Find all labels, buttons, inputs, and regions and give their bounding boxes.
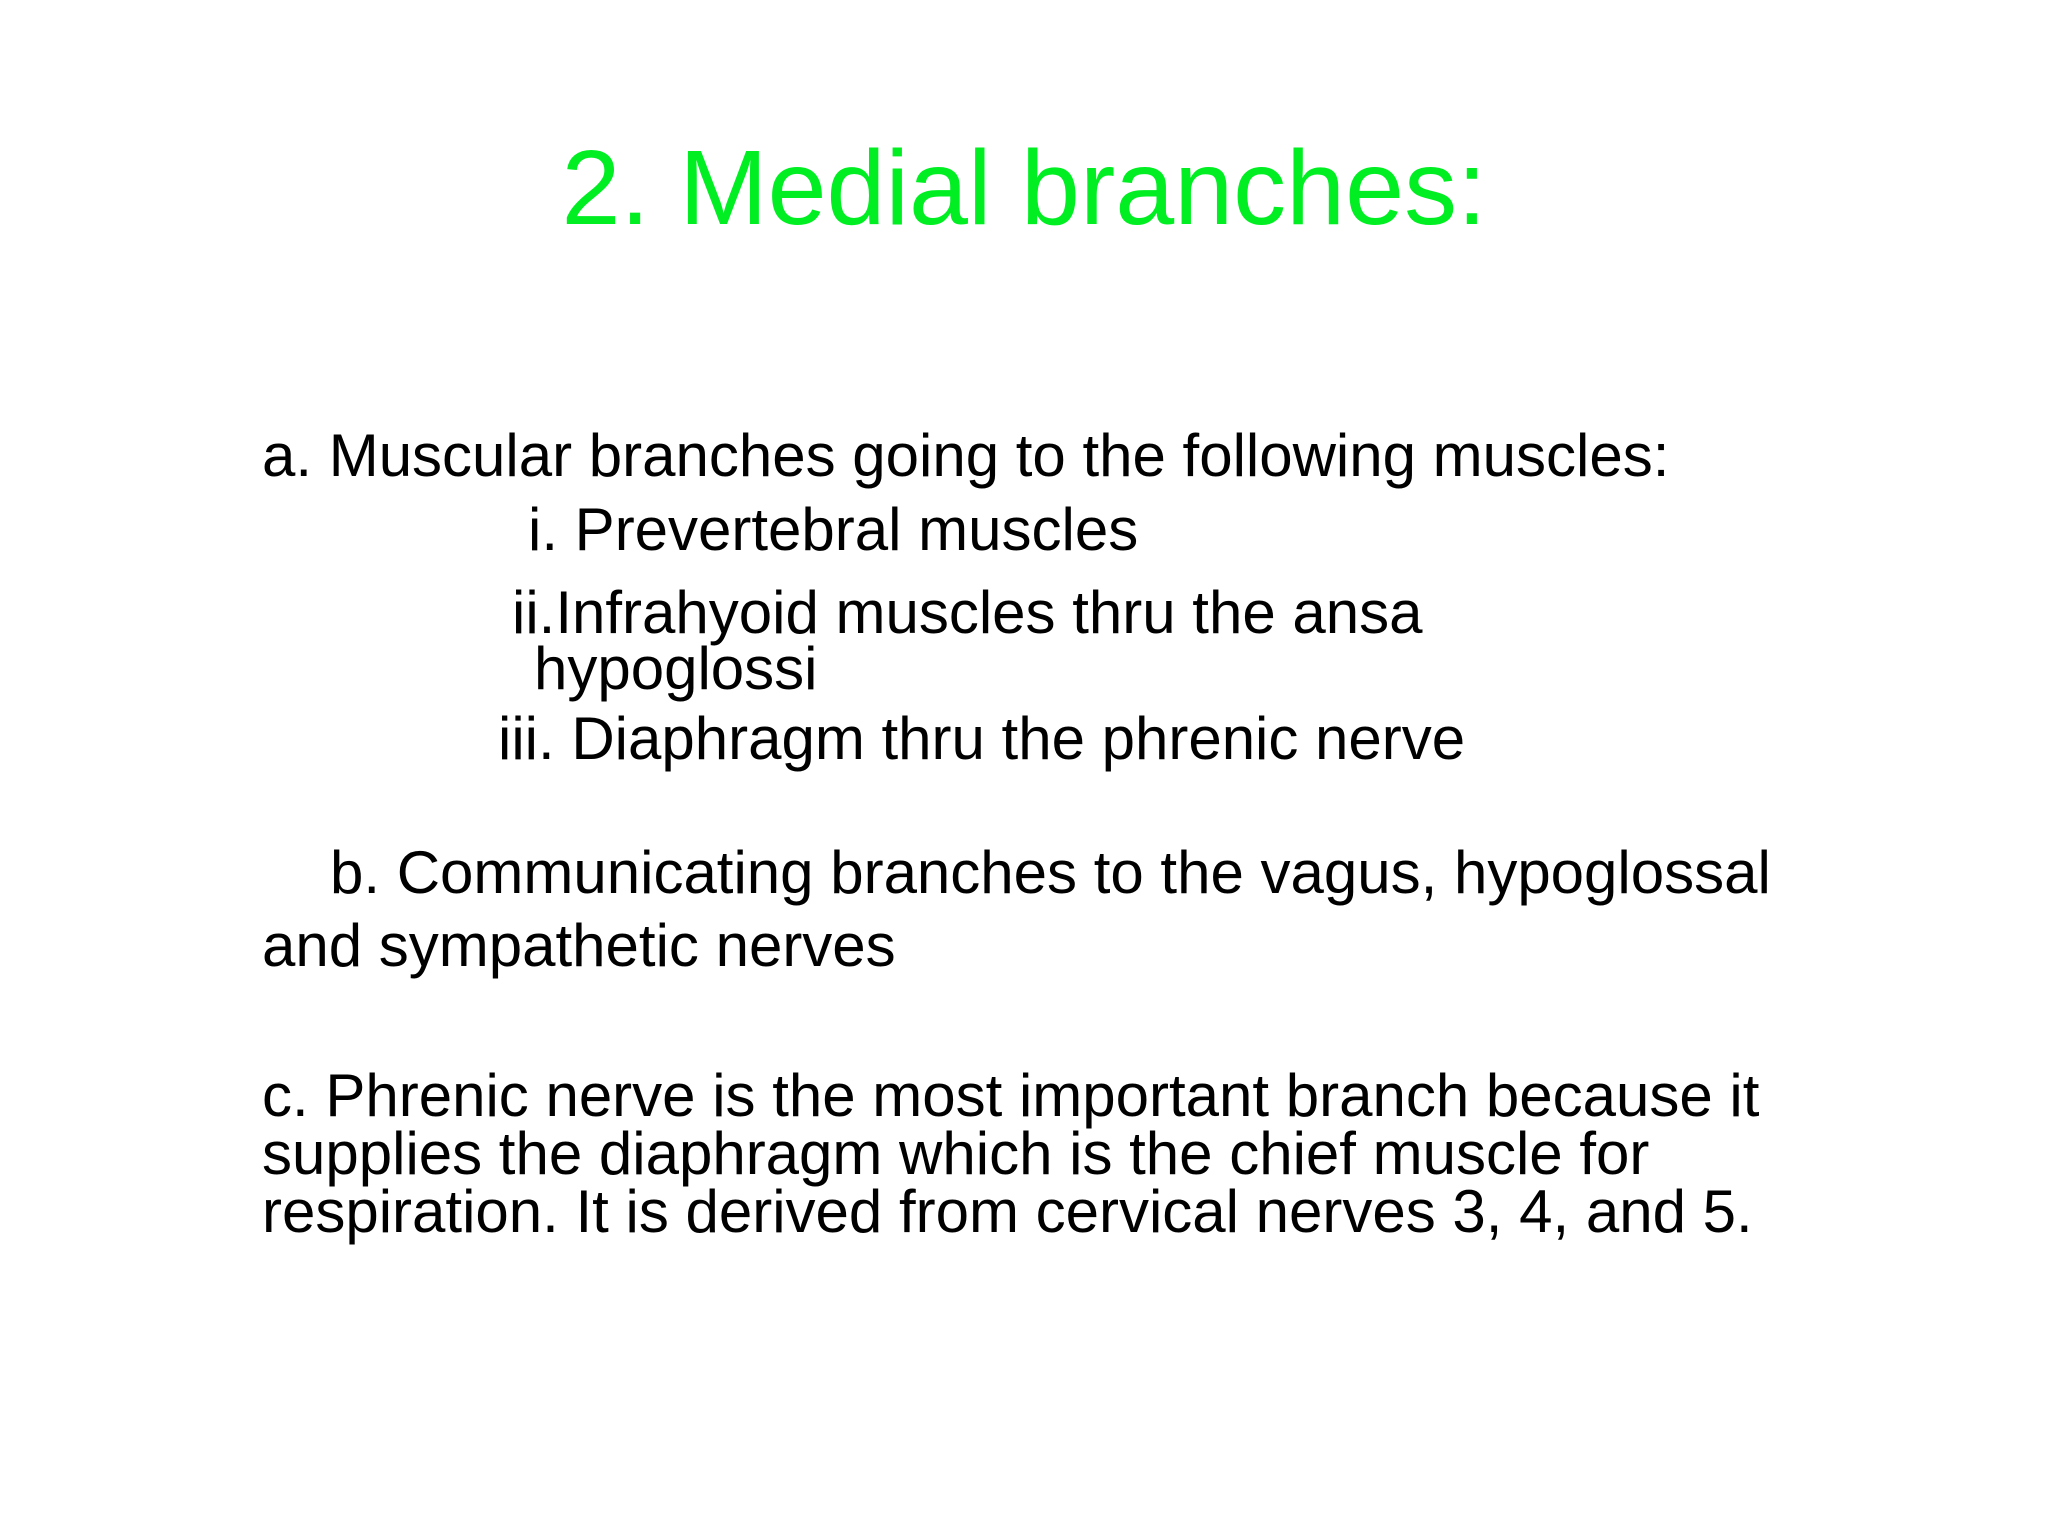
item-a-iii: iii. Diaphragm thru the phrenic nerve (498, 705, 1466, 772)
item-b-line2: and sympathetic nerves (262, 912, 896, 979)
item-b-line1: b. Communicating branches to the vagus, hypoglossal (330, 839, 1771, 906)
item-a-ii-line2: hypoglossi (534, 635, 818, 702)
slide-title: 2. Medial branches: (561, 129, 1487, 247)
item-a: a. Muscular branches going to the following muscles: (262, 422, 1670, 489)
item-c-line1: c. Phrenic nerve is the most important branch because it (262, 1062, 1760, 1129)
item-a-ii-line1: ii.Infrahyoid muscles thru the ansa (512, 579, 1423, 646)
item-c-line3: respiration. It is derived from cervical nerves 3, 4, and 5. (262, 1178, 1753, 1245)
item-c-line2: supplies the diaphragm which is the chief muscle for (262, 1120, 1650, 1187)
item-a-i: i. Prevertebral muscles (528, 496, 1139, 563)
item-c (262, 1062, 1882, 1245)
